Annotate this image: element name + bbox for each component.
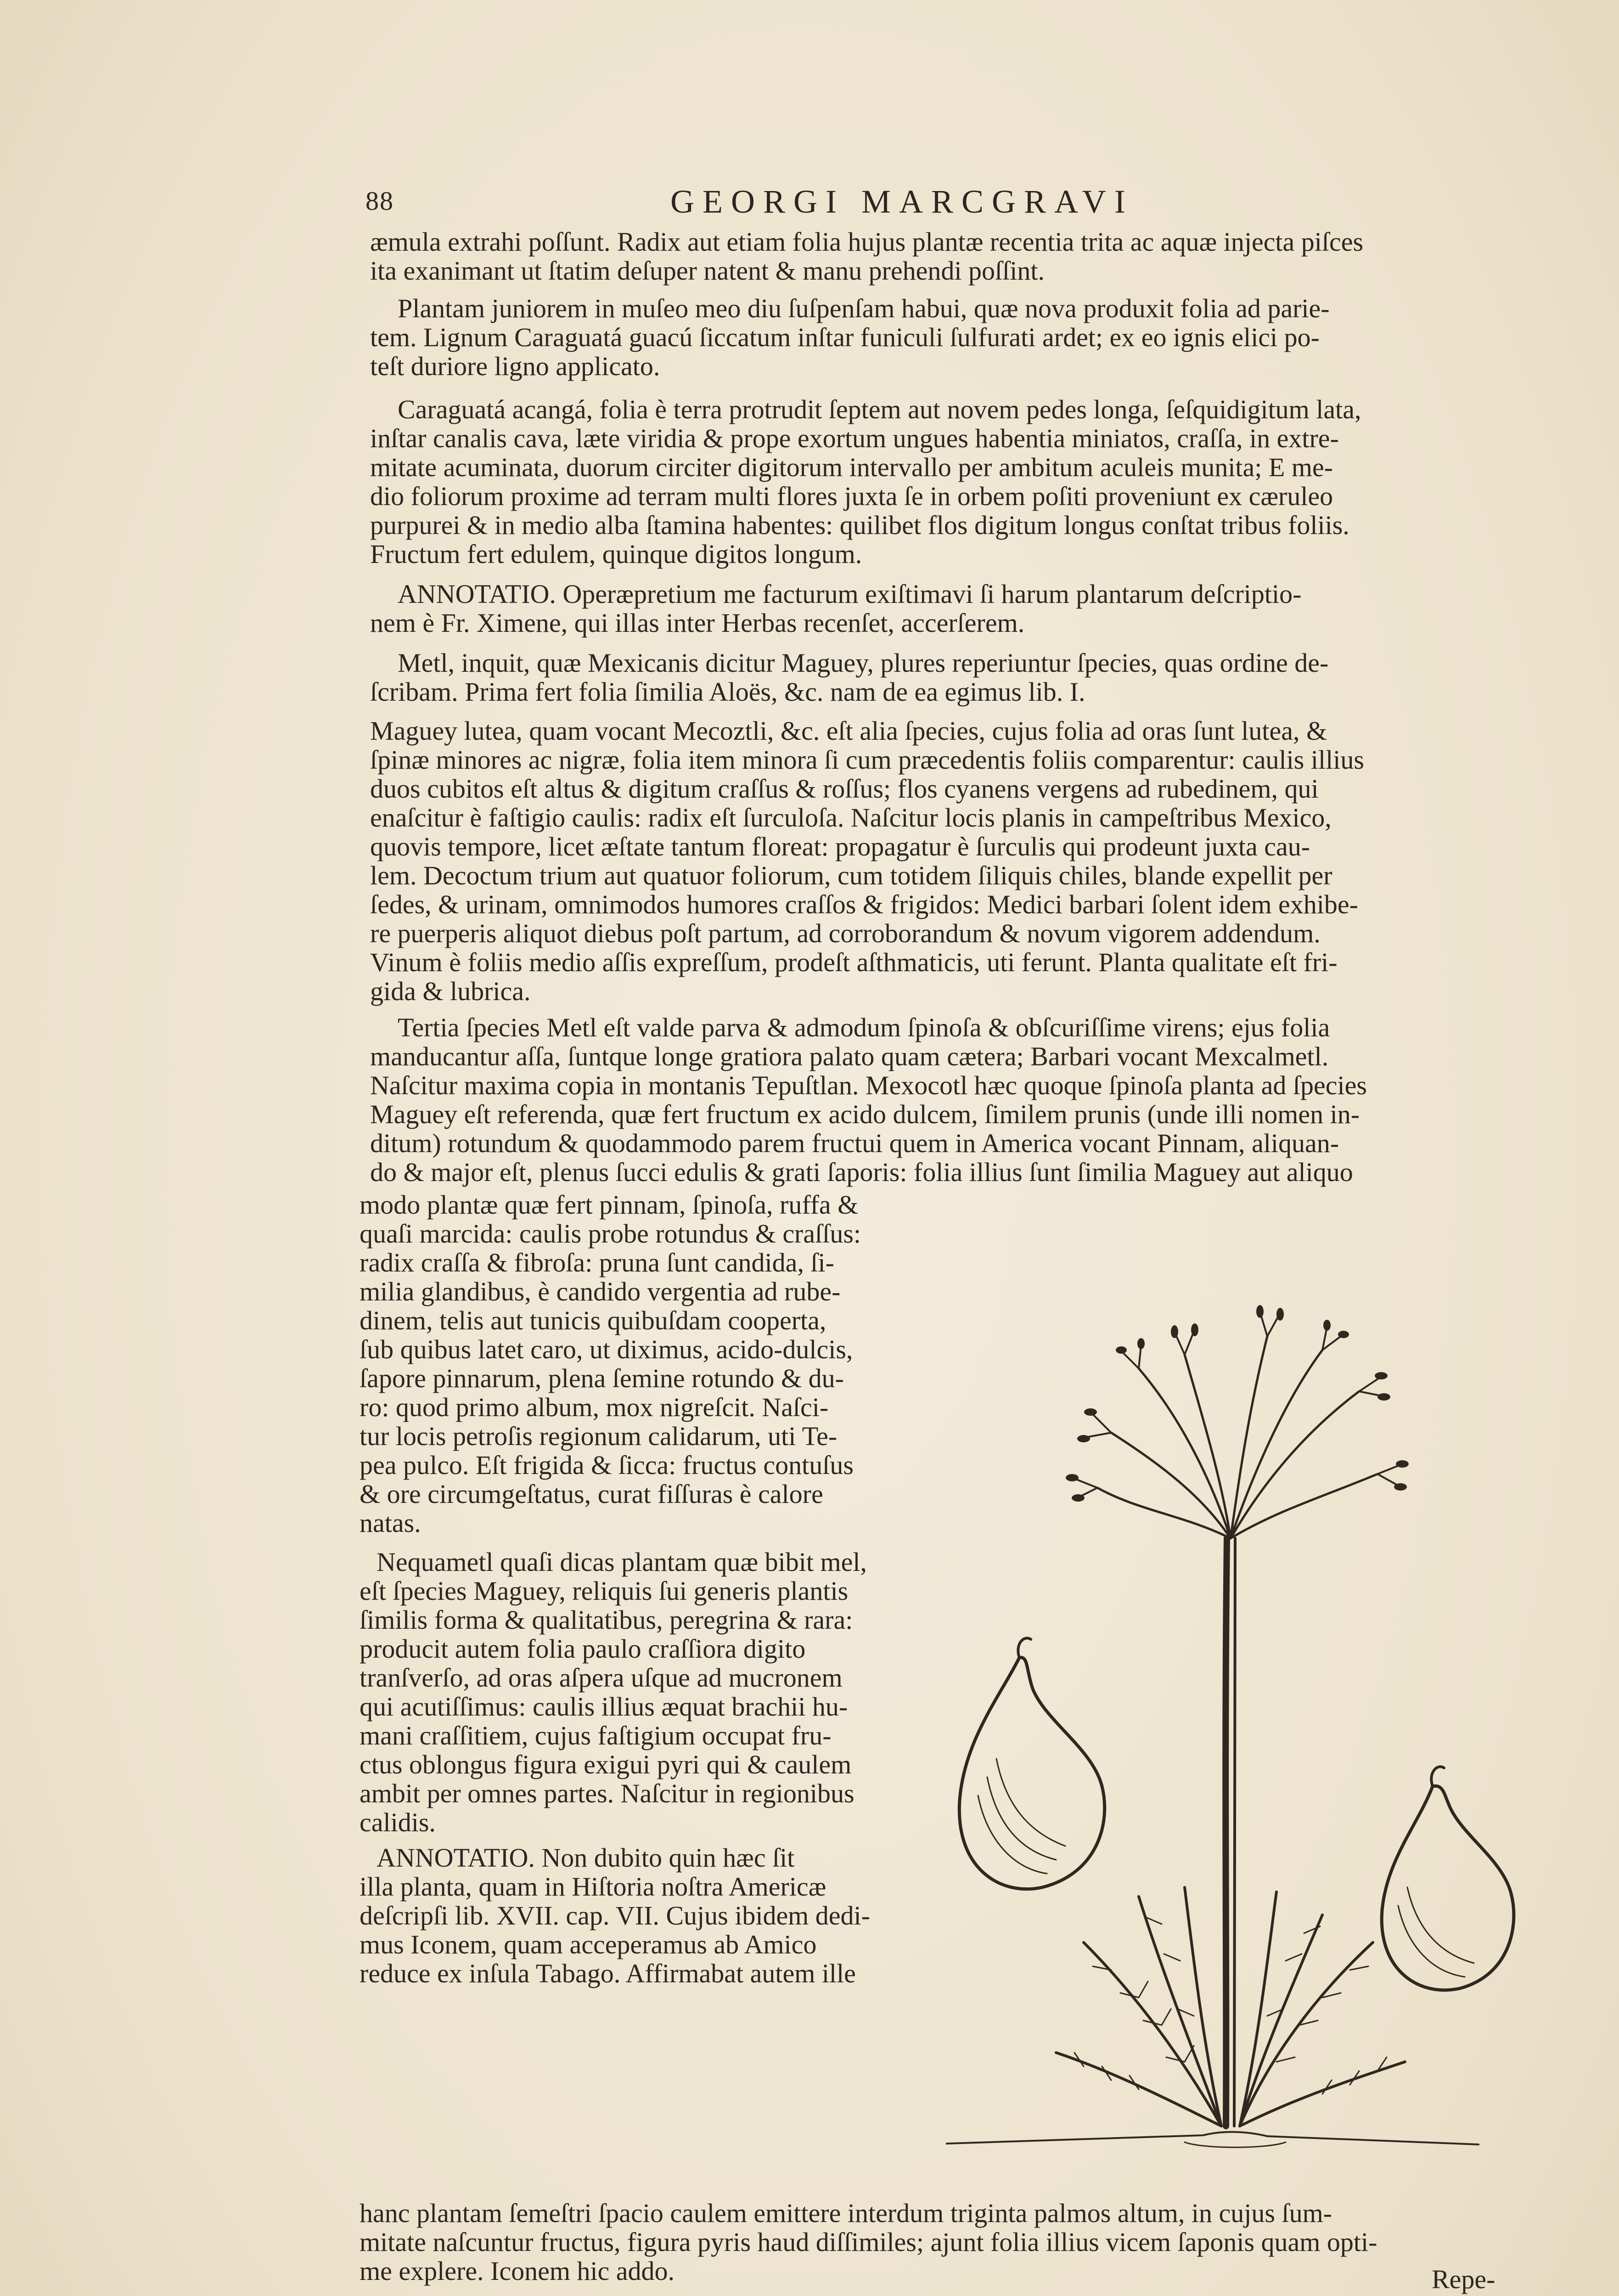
- text-line: Metl, inquit, quæ Mexicanis dicitur Maguey, plures reperiuntur ſpecies, quas ordine de-: [398, 648, 1329, 678]
- column-line: producit autem folia paulo craſſiora digito: [360, 1634, 806, 1664]
- text-line: re puerperis aliquot diebus poſt partum, ad corroborandum & novum vigorem addendum.: [370, 918, 1321, 948]
- column-line: & ore circumgeſtatus, curat fiſſuras è calore: [360, 1479, 823, 1509]
- text-line: tem. Lignum Caraguatá guacú ſiccatum inſtar funiculi ſulfurati ardet; ex eo ignis elici po-: [370, 322, 1320, 352]
- text-line: ita exanimant ut ſtatim deſuper natent & manu prehendi poſſint.: [370, 256, 1045, 286]
- text-line: mitate acuminata, duorum circiter digitorum intervallo per ambitum aculeis munita; E me-: [370, 452, 1333, 482]
- text-line: Maguey lutea, quam vocant Mecoztli, &c. eſt alia ſpecies, cujus folia ad oras ſunt lutea, &: [370, 716, 1327, 746]
- column-line: natas.: [360, 1508, 421, 1538]
- text-line: ſedes, & urinam, omnimodos humores craſſos & frigidos: Medici barbari ſolent idem exhibe-: [370, 889, 1358, 919]
- column-line: mani craſſitiem, cujus faſtigium occupat fru-: [360, 1721, 832, 1750]
- text-line: ditum) rotundum & quodammodo parem fructui quem in America vocant Pinnam, aliquan-: [370, 1128, 1339, 1158]
- text-line: mitate naſcuntur fructus, figura pyris haud diſſimiles; ajunt folia illius vicem ſaponis quam opti-: [360, 2227, 1377, 2257]
- column-line: ſimilis forma & qualitatibus, peregrina & rara:: [360, 1605, 853, 1635]
- text-line: Fructum fert edulem, quinque digitos longum.: [370, 539, 862, 569]
- column-line: modo plantæ quæ fert pinnam, ſpinoſa, ruffa &: [360, 1190, 859, 1220]
- annotatio-line: ANNOTATIO. Operæpretium me facturum exiſtimavi ſi harum plantarum deſcriptio-: [398, 579, 1302, 609]
- text-line: Caraguatá acangá, folia è terra protrudit ſeptem aut novem pedes longa, ſeſquidigitum lata,: [398, 394, 1361, 424]
- text-line: Maguey eſt referenda, quæ fert fructum ex acido dulcem, ſimilem prunis (unde illi nomen in-: [370, 1099, 1360, 1129]
- text-line: enaſcitur è faſtigio caulis: radix eſt ſurculoſa. Naſcitur locis planis in campeſtribus Mexico,: [370, 803, 1332, 833]
- annotatio-line: ANNOTATIO. Non dubito quin hæc ſit: [377, 1843, 795, 1873]
- text-line: purpurei & in medio alba ſtamina habentes: quilibet flos digitum longus conſtat tribus foliis.: [370, 510, 1349, 540]
- text-line: Naſcitur maxima copia in montanis Tepuſtlan. Mexocotl hæc quoque ſpinoſa planta ad ſpecies: [370, 1070, 1367, 1100]
- text-line: ſpinæ minores ac nigræ, folia item minora ſi cum præcedentis foliis comparentur: caulis illius: [370, 745, 1364, 775]
- text-line: inſtar canalis cava, læte viridia & prope exortum ungues habentia miniatos, craſſa, in extre-: [370, 423, 1339, 453]
- text-line: me explere. Iconem hic addo.: [360, 2256, 675, 2286]
- text-line: Tertia ſpecies Metl eſt valde parva & admodum ſpinoſa & obſcuriſſime virens; ejus folia: [398, 1013, 1330, 1042]
- column-line: calidis.: [360, 1807, 436, 1837]
- text-line: Plantam juniorem in muſeo meo diu ſuſpenſam habui, quæ nova produxit folia ad parie-: [398, 293, 1330, 323]
- column-line: deſcripſi lib. XVII. cap. VII. Cujus ibidem dedi-: [360, 1901, 870, 1930]
- catchword: Repe-: [1432, 2264, 1495, 2294]
- text-line: dio foliorum proxime ad terram multi flores juxta ſe in orbem poſiti proveniunt ex cæruleo: [370, 481, 1333, 511]
- text-line: duos cubitos eſt altus & digitum craſſus & roſſus; flos cyanens vergens ad rubedinem, qui: [370, 774, 1319, 804]
- text-line: gida & lubrica.: [370, 976, 531, 1006]
- column-line: ſapore pinnarum, plena ſemine rotundo & du-: [360, 1363, 844, 1393]
- column-line: ctus oblongus figura exigui pyri qui & caulem: [360, 1750, 852, 1779]
- column-line: tranſverſo, ad oras aſpera uſque ad mucronem: [360, 1663, 843, 1693]
- text-line: hanc plantam ſemeſtri ſpacio caulem emittere interdum triginta palmos altum, in cujus ſum-: [360, 2198, 1332, 2228]
- column-line: pea pulco. Eſt frigida & ſicca: fructus contuſus: [360, 1450, 854, 1480]
- column-line: mus Iconem, quam acceperamus ab Amico: [360, 1930, 817, 1959]
- text-line: nem è Fr. Ximene, qui illas inter Herbas recenſet, accerſerem.: [370, 608, 1025, 638]
- column-line: eſt ſpecies Maguey, reliquis ſui generis plantis: [360, 1576, 849, 1606]
- text-line: lem. Decoctum trium aut quatuor foliorum, cum totidem ſiliquis chiles, blande expellit per: [370, 861, 1332, 890]
- text-line: æmula extrahi poſſunt. Radix aut etiam folia hujus plantæ recentia trita ac aquæ injecta piſces: [370, 227, 1364, 257]
- running-head: GEORGI MARCGRAVI: [670, 183, 1134, 220]
- column-line: qui acutiſſimus: caulis illius æquat brachii hu-: [360, 1692, 848, 1722]
- text-line: do & major eſt, plenus ſucci edulis & grati ſaporis: folia illius ſunt ſimilia Maguey aut aliquo: [370, 1157, 1353, 1187]
- column-line: ro: quod primo album, mox nigreſcit. Naſci-: [360, 1392, 829, 1422]
- column-line: ambit per omnes partes. Naſcitur in regionibus: [360, 1778, 854, 1808]
- text-line: quovis tempore, licet æſtate tantum floreat: propagatur è ſurculis qui prodeunt juxta cau-: [370, 832, 1310, 861]
- text-line: manducantur aſſa, ſuntque longe gratiora palato quam cætera; Barbari vocant Mexcalmetl.: [370, 1041, 1329, 1071]
- column-line: Nequametl quaſi dicas plantam quæ bibit mel,: [377, 1547, 867, 1577]
- page-number: 88: [365, 186, 394, 216]
- column-line: dinem, telis aut tunicis quibuſdam cooperta,: [360, 1306, 826, 1335]
- column-line: quaſi marcida: caulis probe rotundus & craſſus:: [360, 1219, 861, 1249]
- column-line: radix craſſa & fibroſa: pruna ſunt candida, ſi-: [360, 1248, 834, 1277]
- column-line: ſub quibus latet caro, ut diximus, acido-dulcis,: [360, 1334, 853, 1364]
- plant-engraving-icon: [946, 1281, 1520, 2195]
- text-line: teſt duriore ligno applicato.: [370, 351, 660, 381]
- column-line: reduce ex inſula Tabago. Affirmabat autem ille: [360, 1958, 856, 1988]
- text-line: Vinum è foliis medio aſſis expreſſum, prodeſt aſthmaticis, uti ferunt. Planta qualitate eſt fri-: [370, 947, 1338, 977]
- column-line: milia glandibus, è candido vergentia ad rube-: [360, 1277, 841, 1306]
- text-line: ſcribam. Prima fert folia ſimilia Aloës, &c. nam de ea egimus lib. I.: [370, 677, 1085, 707]
- column-line: tur locis petroſis regionum calidarum, uti Te-: [360, 1421, 838, 1451]
- column-line: illa planta, quam in Hiſtoria noſtra Americæ: [360, 1872, 826, 1902]
